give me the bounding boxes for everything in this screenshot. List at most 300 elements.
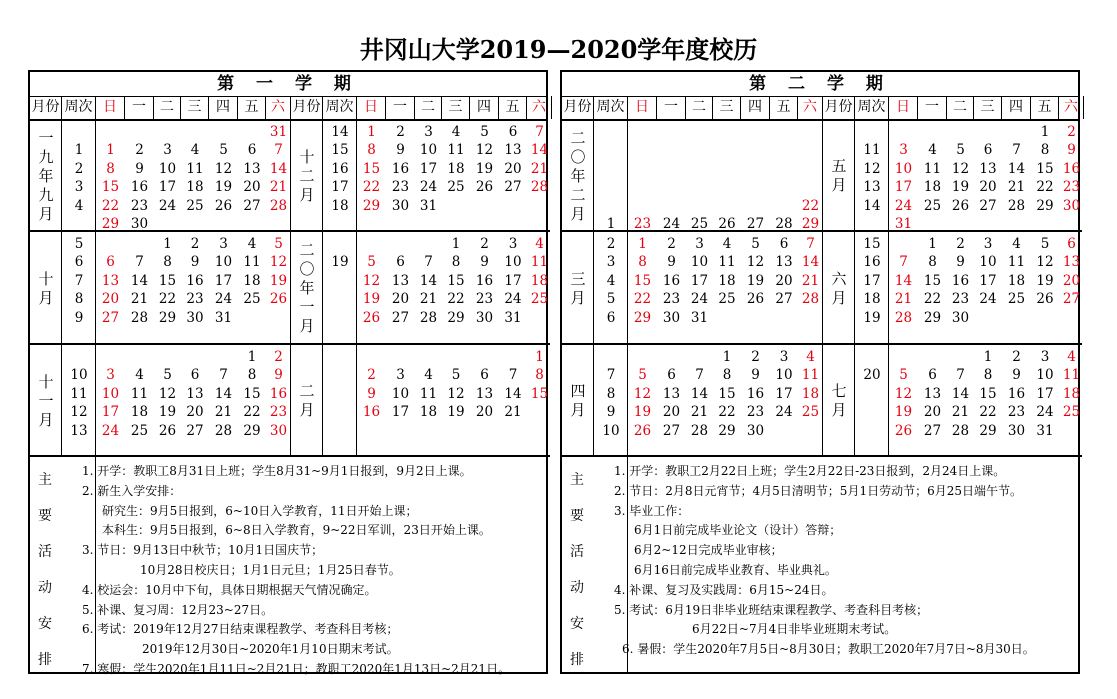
week-number: 8 bbox=[606, 385, 616, 402]
activity-line: 3. 毕业工作： bbox=[614, 503, 690, 518]
day-cell: 31 bbox=[1036, 422, 1054, 439]
day-cell: 4 bbox=[722, 236, 732, 252]
header-right-4: 二 bbox=[947, 96, 974, 119]
day-cell: 15 bbox=[243, 385, 261, 402]
day-cell: 31 bbox=[214, 309, 233, 326]
header-left-2: 日 bbox=[96, 96, 125, 119]
day-cell: 1 bbox=[983, 349, 993, 365]
day-cell: 6 bbox=[983, 142, 993, 159]
day-cell: 23 bbox=[951, 291, 970, 308]
day-cell: 18 bbox=[447, 160, 465, 177]
day-cell: 25 bbox=[923, 197, 942, 214]
activities-label-char: 动 bbox=[38, 580, 52, 596]
header-right-3: 一 bbox=[386, 96, 415, 119]
day-cell: 3 bbox=[899, 142, 908, 159]
day-cell: 5 bbox=[163, 367, 172, 384]
day-cell: 31 bbox=[504, 309, 522, 326]
day-cell: 20 bbox=[186, 404, 204, 421]
day-cell: 16 bbox=[662, 272, 681, 289]
day-cell: 22 bbox=[979, 404, 997, 421]
day-cell: 3 bbox=[106, 367, 115, 384]
day-cell: 13 bbox=[775, 254, 793, 271]
activity-line: 6. 考试：2019年12月27日结束课程教学、考查科目考核； bbox=[82, 622, 399, 637]
day-cell: 7 bbox=[806, 236, 815, 252]
day-cell: 17 bbox=[1036, 385, 1054, 402]
day-cell: 23 bbox=[662, 291, 681, 308]
header-left-0: 月份 bbox=[30, 96, 62, 119]
day-cell: 9 bbox=[396, 142, 405, 159]
day-cell: 11 bbox=[186, 160, 204, 177]
day-cell: 15 bbox=[530, 385, 549, 402]
activities-label-char: 主 bbox=[38, 472, 52, 488]
day-cell: 24 bbox=[214, 291, 233, 308]
page-title: 井冈山大学2019—2020学年度校历 bbox=[359, 35, 758, 64]
day-cell: 24 bbox=[101, 422, 120, 439]
activity-line: 研究生：9月5日报到，6~10日入学教育，11日开始上课； bbox=[102, 503, 418, 518]
day-cell: 4 bbox=[928, 142, 937, 159]
day-cell: 10 bbox=[504, 254, 522, 271]
day-cell: 7 bbox=[135, 254, 144, 271]
activity-line: 2019年12月30日~2020年1月10日期末考试。 bbox=[142, 642, 399, 657]
day-cell: 4 bbox=[247, 236, 257, 252]
day-cell: 13 bbox=[662, 385, 681, 402]
weekday-header-row bbox=[30, 96, 546, 121]
day-cell: 23 bbox=[391, 179, 410, 196]
week-number: 13 bbox=[863, 179, 881, 196]
day-cell: 26 bbox=[1036, 291, 1054, 308]
day-cell: 15 bbox=[447, 272, 465, 289]
week-number: 16 bbox=[331, 160, 349, 177]
day-cell: 25 bbox=[718, 291, 736, 308]
week-number: 6 bbox=[606, 309, 616, 326]
day-cell: 24 bbox=[662, 216, 681, 232]
header-right-6: 四 bbox=[470, 96, 499, 119]
day-cell: 16 bbox=[1007, 385, 1026, 402]
day-cell: 27 bbox=[391, 309, 410, 326]
day-cell: 17 bbox=[690, 272, 709, 289]
activity-line: 2. 新生入学安排： bbox=[82, 483, 182, 498]
day-cell: 23 bbox=[1007, 404, 1026, 421]
day-cell: 27 bbox=[243, 197, 261, 214]
header-right-4: 二 bbox=[415, 96, 442, 119]
header-left-3: 一 bbox=[125, 96, 154, 119]
week-number: 5 bbox=[74, 236, 84, 252]
week-number: 17 bbox=[863, 272, 881, 289]
activities-divider bbox=[562, 455, 1082, 457]
day-cell: 24 bbox=[158, 197, 177, 214]
day-cell: 2 bbox=[480, 236, 489, 252]
day-cell: 29 bbox=[718, 422, 736, 439]
day-cell: 5 bbox=[956, 142, 965, 159]
month-label: 五月 bbox=[831, 157, 847, 194]
day-cell: 22 bbox=[101, 197, 120, 214]
day-cell: 26 bbox=[633, 422, 652, 439]
day-cell: 9 bbox=[190, 254, 200, 271]
header-right-6: 四 bbox=[1002, 96, 1031, 119]
week-number: 6 bbox=[74, 254, 84, 271]
day-cell: 8 bbox=[367, 142, 376, 159]
header-left-4: 二 bbox=[686, 96, 713, 119]
week-number: 10 bbox=[70, 367, 88, 384]
day-cell: 25 bbox=[530, 291, 549, 308]
day-cell: 21 bbox=[214, 404, 233, 421]
day-cell: 21 bbox=[130, 291, 149, 308]
day-cell: 8 bbox=[983, 367, 993, 384]
day-cell: 14 bbox=[504, 385, 522, 402]
day-cell: 24 bbox=[419, 179, 438, 196]
day-cell: 20 bbox=[923, 404, 942, 421]
month-label: 三月 bbox=[570, 269, 586, 307]
day-cell: 9 bbox=[751, 367, 760, 384]
header-left-6: 四 bbox=[209, 96, 238, 119]
day-cell: 16 bbox=[391, 160, 410, 177]
day-cell: 2 bbox=[956, 236, 965, 252]
day-cell: 22 bbox=[158, 291, 177, 308]
day-cell: 4 bbox=[806, 349, 815, 365]
header-right-8: 六 bbox=[527, 96, 552, 119]
day-cell: 21 bbox=[1007, 179, 1026, 196]
header-right-1: 周次 bbox=[323, 96, 357, 119]
day-cell: 20 bbox=[504, 160, 522, 177]
day-cell: 11 bbox=[243, 254, 261, 271]
day-cell: 17 bbox=[504, 272, 522, 289]
activity-line: 4. 校运会：10月中下旬，具体日期根据天气情况确定。 bbox=[82, 582, 377, 597]
day-cell: 28 bbox=[530, 179, 549, 196]
week-number: 7 bbox=[74, 272, 84, 289]
week-number: 7 bbox=[606, 367, 616, 384]
day-cell: 24 bbox=[979, 291, 997, 308]
header-right-0: 月份 bbox=[291, 96, 323, 119]
day-cell: 28 bbox=[894, 309, 913, 326]
day-cell: 15 bbox=[1036, 160, 1054, 177]
activities-label-char: 要 bbox=[570, 508, 584, 524]
day-cell: 8 bbox=[535, 367, 544, 384]
day-cell: 12 bbox=[951, 160, 970, 177]
header-left-7: 五 bbox=[238, 96, 266, 119]
day-cell: 11 bbox=[1062, 367, 1081, 384]
week-number: 15 bbox=[331, 142, 349, 159]
day-cell: 14 bbox=[130, 272, 149, 289]
day-cell: 1 bbox=[722, 349, 732, 365]
day-cell: 27 bbox=[923, 422, 942, 439]
day-cell: 18 bbox=[718, 272, 736, 289]
day-cell: 19 bbox=[746, 272, 765, 289]
day-cell: 15 bbox=[923, 272, 942, 289]
day-cell: 11 bbox=[923, 160, 942, 177]
week-number: 20 bbox=[863, 367, 881, 384]
day-cell: 12 bbox=[158, 385, 177, 402]
day-cell: 9 bbox=[1067, 142, 1076, 159]
day-cell: 8 bbox=[106, 160, 115, 177]
day-cell: 5 bbox=[1040, 236, 1050, 252]
week-number: 14 bbox=[331, 124, 349, 140]
day-cell: 16 bbox=[269, 385, 288, 402]
semester-panel-1 bbox=[28, 70, 548, 674]
day-cell: 19 bbox=[362, 291, 381, 308]
block-divider bbox=[30, 343, 550, 345]
day-cell: 17 bbox=[214, 272, 233, 289]
activities-label-char: 主 bbox=[570, 472, 584, 488]
day-cell: 12 bbox=[633, 385, 652, 402]
day-cell: 12 bbox=[447, 385, 465, 402]
day-cell: 9 bbox=[274, 367, 283, 384]
month-label: 十一月 bbox=[38, 372, 54, 429]
day-cell: 1 bbox=[106, 142, 115, 159]
day-cell: 11 bbox=[801, 367, 820, 384]
day-cell: 2 bbox=[667, 236, 676, 252]
day-cell: 23 bbox=[746, 404, 765, 421]
day-cell: 21 bbox=[690, 404, 709, 421]
day-cell: 5 bbox=[638, 367, 647, 384]
day-cell: 11 bbox=[419, 385, 438, 402]
activity-line: 5. 补课、复习周：12月23~27日。 bbox=[82, 602, 274, 617]
grid-vline bbox=[854, 120, 855, 457]
day-cell: 30 bbox=[186, 309, 204, 326]
day-cell: 4 bbox=[1067, 349, 1076, 365]
header-right-8: 六 bbox=[1059, 96, 1084, 119]
day-cell: 7 bbox=[219, 367, 228, 384]
day-cell: 16 bbox=[746, 385, 765, 402]
day-cell: 30 bbox=[1062, 197, 1081, 214]
day-cell: 1 bbox=[367, 124, 376, 140]
day-cell: 1 bbox=[163, 236, 172, 252]
day-cell: 7 bbox=[274, 142, 283, 159]
week-number: 1 bbox=[606, 216, 616, 232]
week-number: 19 bbox=[863, 309, 881, 326]
activities-label-char: 排 bbox=[570, 652, 584, 668]
day-cell: 4 bbox=[535, 236, 544, 252]
day-cell: 25 bbox=[243, 291, 261, 308]
day-cell: 29 bbox=[158, 309, 177, 326]
day-cell: 21 bbox=[801, 272, 820, 289]
day-cell: 22 bbox=[718, 404, 736, 421]
day-cell: 8 bbox=[928, 254, 937, 271]
day-cell: 11 bbox=[718, 254, 736, 271]
day-cell: 6 bbox=[667, 367, 676, 384]
day-cell: 8 bbox=[638, 254, 647, 271]
day-cell: 26 bbox=[362, 309, 381, 326]
day-cell: 3 bbox=[508, 236, 518, 252]
day-cell: 26 bbox=[718, 216, 736, 232]
semester-label: 第 二 学 期 bbox=[562, 72, 1078, 97]
day-cell: 16 bbox=[186, 272, 204, 289]
day-cell: 22 bbox=[362, 179, 381, 196]
day-cell: 12 bbox=[362, 272, 381, 289]
day-cell: 18 bbox=[130, 404, 149, 421]
day-cell: 2 bbox=[396, 124, 405, 140]
day-cell: 2 bbox=[190, 236, 200, 252]
day-cell: 25 bbox=[690, 216, 709, 232]
activity-line: 1. 开学：教职工2月22日上班；学生2月22日-23日报到，2月24日上课。 bbox=[614, 464, 1006, 478]
day-cell: 18 bbox=[243, 272, 261, 289]
day-cell: 3 bbox=[424, 124, 433, 140]
header-left-5: 三 bbox=[713, 96, 741, 119]
day-cell: 1 bbox=[928, 236, 937, 252]
day-cell: 13 bbox=[391, 272, 410, 289]
day-cell: 14 bbox=[1007, 160, 1026, 177]
day-cell: 19 bbox=[951, 179, 970, 196]
day-cell: 25 bbox=[447, 179, 465, 196]
day-cell: 15 bbox=[101, 179, 120, 196]
day-cell: 7 bbox=[424, 254, 433, 271]
day-cell: 10 bbox=[979, 254, 997, 271]
activities-label-char: 要 bbox=[38, 508, 52, 524]
day-cell: 27 bbox=[662, 422, 681, 439]
day-cell: 29 bbox=[923, 309, 942, 326]
day-cell: 29 bbox=[801, 216, 820, 232]
header-left-8: 六 bbox=[266, 96, 291, 119]
day-cell: 7 bbox=[508, 367, 518, 384]
day-cell: 24 bbox=[775, 404, 793, 421]
week-number: 8 bbox=[74, 291, 84, 308]
week-number: 5 bbox=[606, 291, 616, 308]
week-number: 12 bbox=[863, 160, 881, 177]
day-cell: 20 bbox=[391, 291, 410, 308]
activity-line: 6月2~12日完成毕业审核； bbox=[634, 543, 783, 558]
day-cell: 17 bbox=[391, 404, 410, 421]
day-cell: 22 bbox=[1036, 179, 1054, 196]
month-label: 二月 bbox=[299, 382, 315, 419]
day-cell: 3 bbox=[219, 236, 228, 252]
day-cell: 5 bbox=[899, 367, 908, 384]
day-cell: 26 bbox=[894, 422, 913, 439]
day-cell: 7 bbox=[1012, 142, 1021, 159]
header-left-7: 五 bbox=[770, 96, 798, 119]
day-cell: 11 bbox=[1007, 254, 1026, 271]
day-cell: 2 bbox=[367, 367, 376, 384]
day-cell: 29 bbox=[633, 309, 652, 326]
day-cell: 1 bbox=[1040, 124, 1050, 140]
day-cell: 5 bbox=[274, 236, 283, 252]
day-cell: 1 bbox=[535, 349, 544, 365]
day-cell: 21 bbox=[419, 291, 438, 308]
activity-line: 6月22日~7月4日非毕业班期末考试。 bbox=[692, 622, 897, 637]
day-cell: 18 bbox=[419, 404, 438, 421]
day-cell: 18 bbox=[923, 179, 942, 196]
day-cell: 20 bbox=[662, 404, 681, 421]
month-label: 六月 bbox=[831, 269, 847, 307]
month-label: 七月 bbox=[831, 382, 847, 419]
day-cell: 28 bbox=[419, 309, 438, 326]
day-cell: 18 bbox=[801, 385, 820, 402]
day-cell: 7 bbox=[899, 254, 908, 271]
day-cell: 24 bbox=[894, 197, 913, 214]
week-number: 14 bbox=[863, 197, 881, 214]
day-cell: 5 bbox=[480, 124, 489, 140]
day-cell: 8 bbox=[1040, 142, 1050, 159]
activities-label-char: 安 bbox=[38, 616, 52, 632]
day-cell: 6 bbox=[247, 142, 257, 159]
day-cell: 20 bbox=[979, 179, 997, 196]
day-cell: 22 bbox=[801, 197, 820, 214]
day-cell: 9 bbox=[956, 254, 965, 271]
day-cell: 6 bbox=[480, 367, 489, 384]
day-cell: 24 bbox=[504, 291, 522, 308]
activity-line: 4. 补课、复习及实践周：6月15~24日。 bbox=[614, 582, 834, 597]
day-cell: 12 bbox=[894, 385, 913, 402]
day-cell: 26 bbox=[746, 291, 765, 308]
day-cell: 3 bbox=[396, 367, 405, 384]
week-number: 15 bbox=[863, 236, 881, 252]
day-cell: 23 bbox=[633, 216, 652, 232]
day-cell: 28 bbox=[775, 216, 793, 232]
day-cell: 11 bbox=[530, 254, 549, 271]
day-cell: 29 bbox=[243, 422, 261, 439]
grid-vline bbox=[593, 120, 594, 457]
header-left-5: 三 bbox=[181, 96, 209, 119]
activities-label-char: 活 bbox=[570, 544, 584, 560]
day-cell: 10 bbox=[419, 142, 438, 159]
month-label: 二〇年一月 bbox=[299, 241, 315, 335]
day-cell: 18 bbox=[1062, 385, 1081, 402]
day-cell: 23 bbox=[186, 291, 204, 308]
day-cell: 14 bbox=[894, 272, 913, 289]
day-cell: 28 bbox=[269, 197, 288, 214]
day-cell: 6 bbox=[928, 367, 937, 384]
day-cell: 9 bbox=[667, 254, 676, 271]
day-cell: 26 bbox=[475, 179, 494, 196]
activity-line: 6. 暑假：学生2020年7月5日~8月30日；教职工2020年7月7日~8月30日。 bbox=[622, 642, 1035, 657]
day-cell: 21 bbox=[530, 160, 549, 177]
day-cell: 16 bbox=[1062, 160, 1081, 177]
week-number: 11 bbox=[70, 385, 88, 402]
header-right-3: 一 bbox=[918, 96, 947, 119]
day-cell: 24 bbox=[690, 291, 709, 308]
month-label: 一九年九月 bbox=[38, 128, 54, 223]
day-cell: 22 bbox=[633, 291, 652, 308]
day-cell: 21 bbox=[269, 179, 288, 196]
activities-label-char: 动 bbox=[570, 580, 584, 596]
day-cell: 20 bbox=[243, 179, 261, 196]
day-cell: 20 bbox=[775, 272, 793, 289]
day-cell: 1 bbox=[247, 349, 257, 365]
day-cell: 19 bbox=[214, 179, 233, 196]
day-cell: 13 bbox=[979, 160, 997, 177]
day-cell: 18 bbox=[186, 179, 204, 196]
week-number: 9 bbox=[74, 309, 84, 326]
day-cell: 14 bbox=[269, 160, 288, 177]
day-cell: 3 bbox=[983, 236, 993, 252]
day-cell: 30 bbox=[130, 216, 149, 232]
day-cell: 5 bbox=[219, 142, 228, 159]
day-cell: 31 bbox=[894, 216, 913, 232]
day-cell: 7 bbox=[535, 124, 544, 140]
activities-label-char: 活 bbox=[38, 544, 52, 560]
activity-line: 1. 开学：教职工8月31日上班；学生8月31~9月1日报到，9月2日上课。 bbox=[82, 464, 472, 478]
month-label: 十月 bbox=[38, 269, 54, 307]
activities-divider bbox=[30, 455, 550, 457]
week-number: 12 bbox=[70, 404, 88, 421]
day-cell: 19 bbox=[269, 272, 288, 289]
day-cell: 11 bbox=[130, 385, 149, 402]
semester-panel-2 bbox=[560, 70, 1080, 674]
day-cell: 7 bbox=[695, 367, 704, 384]
day-cell: 17 bbox=[419, 160, 438, 177]
day-cell: 4 bbox=[190, 142, 200, 159]
day-cell: 25 bbox=[186, 197, 204, 214]
week-number: 19 bbox=[331, 254, 349, 271]
day-cell: 23 bbox=[475, 291, 494, 308]
day-cell: 6 bbox=[779, 236, 789, 252]
week-number: 11 bbox=[863, 142, 881, 159]
day-cell: 21 bbox=[504, 404, 522, 421]
grid-vline bbox=[322, 120, 323, 457]
day-cell: 5 bbox=[751, 236, 760, 252]
day-cell: 14 bbox=[214, 385, 233, 402]
day-cell: 9 bbox=[1012, 367, 1021, 384]
day-cell: 29 bbox=[101, 216, 120, 232]
week-number: 3 bbox=[606, 254, 616, 271]
